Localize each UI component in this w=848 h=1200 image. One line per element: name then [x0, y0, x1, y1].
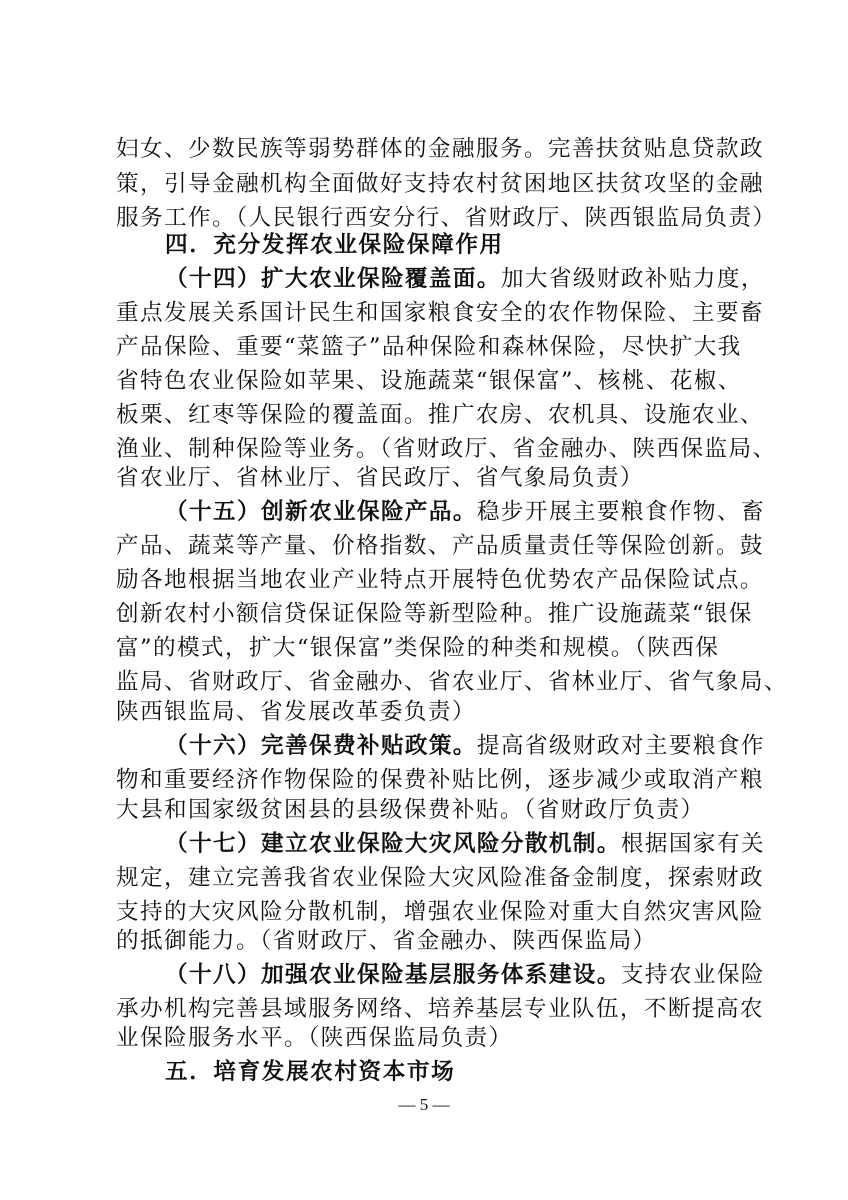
body-text-line: 支持的大灾风险分散机制，增强农业保险对重大自然灾害风险	[116, 899, 764, 925]
paragraph-15-title: （十五）创新农业保险产品。	[165, 499, 477, 525]
paragraph-16-first-line: （十六）完善保费补贴政策。提高省级财政对主要粮食作	[165, 733, 765, 759]
body-text-line: 的抵御能力。（省财政厅、省金融办、陕西保监局）	[116, 928, 657, 954]
body-text-line: 规定，建立完善我省农业保险大灾风险准备金制度，探索财政	[116, 865, 764, 891]
body-text-line: 产品保险、重要“菜篮子”品种保险和森林保险，尽快扩大我	[116, 334, 742, 360]
section-heading-5: 五．培育发展农村资本市场	[165, 1059, 456, 1085]
paragraph-18-title: （十八）加强农业保险基层服务体系建设。	[165, 962, 621, 988]
body-text-line: 重点发展关系国计民生和国家粮食安全的农作物保险、主要畜	[116, 300, 764, 326]
body-text-line: 板栗、红枣等保险的覆盖面。推广农房、农机具、设施农业、	[116, 402, 764, 428]
paragraph-15-first-line: （十五）创新农业保险产品。稳步开展主要粮食作物、畜	[165, 499, 765, 525]
body-text-line: 陕西银监局、省发展改革委负责）	[116, 699, 476, 725]
body-text-line: 策，引导金融机构全面做好支持农村贫困地区扶贫攻坚的金融	[116, 171, 764, 197]
paragraph-18-first-line: （十八）加强农业保险基层服务体系建设。支持农业保险	[165, 962, 765, 988]
paragraph-14-first-line: （十四）扩大农业保险覆盖面。加大省级财政补贴力度，	[165, 266, 765, 292]
body-text-line: 创新农村小额信贷保证保险等新型险种。推广设施蔬菜“银保	[116, 601, 753, 627]
section-heading-4: 四．充分发挥农业保险保障作用	[165, 232, 504, 258]
body-text-line: 物和重要经济作物保险的保费补贴比例，逐步减少或取消产粮	[116, 767, 764, 793]
paragraph-16-title: （十六）完善保费补贴政策。	[165, 733, 477, 759]
body-text-line: 富”的模式，扩大“银保富”类保险的种类和规模。（陕西保	[116, 635, 720, 661]
body-text-line: 省特色农业保险如苹果、设施蔬菜“银保富”、核桃、花椒、	[116, 368, 742, 394]
body-text-line: 服务工作。（人民银行西安分行、省财政厅、陕西银监局负责）	[116, 205, 777, 231]
body-text-line: 省农业厅、省林业厅、省民政厅、省气象局负责）	[116, 465, 644, 491]
body-text-line: 监局、省财政厅、省金融办、省农业厅、省林业厅、省气象局、	[116, 669, 788, 695]
body-text-line: 产品、蔬菜等产量、价格指数、产品质量责任等保险创新。鼓	[116, 533, 764, 559]
body-text-line: 妇女、少数民族等弱势群体的金融服务。完善扶贫贴息贷款政	[116, 136, 764, 162]
body-text-line: 业保险服务水平。（陕西保监局负责）	[116, 1025, 513, 1051]
paragraph-14-title: （十四）扩大农业保险覆盖面。	[165, 266, 501, 292]
paragraph-17-first-line: （十七）建立农业保险大灾风险分散机制。根据国家有关	[165, 831, 765, 857]
page-number: — 5 —	[398, 1095, 450, 1114]
body-text-line: 承办机构完善县域服务网络、培养基层专业队伍，不断提高农	[116, 996, 764, 1022]
body-text-line: 渔业、制种保险等业务。（省财政厅、省金融办、陕西保监局、	[116, 436, 777, 462]
body-text-line: 大县和国家级贫困县的县级保费补贴。（省财政厅负责）	[116, 797, 705, 823]
body-text-line: 励各地根据当地农业产业特点开展特色优势农产品保险试点。	[116, 567, 764, 593]
paragraph-17-title: （十七）建立农业保险大灾风险分散机制。	[165, 831, 621, 857]
